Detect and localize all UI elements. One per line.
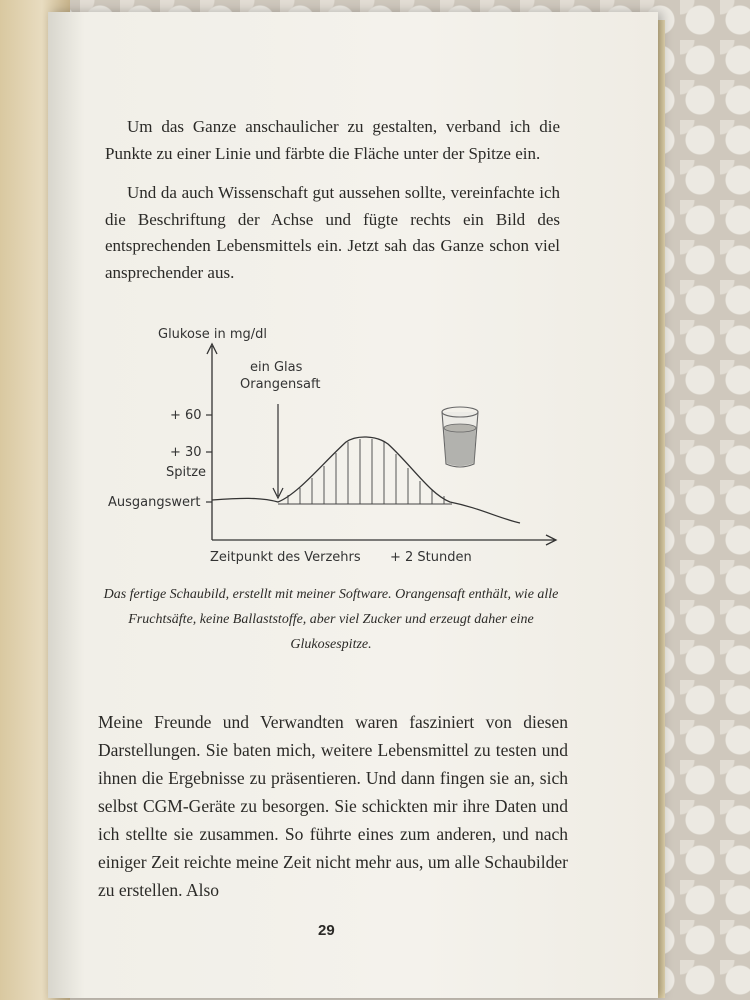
paragraph-2: Und da auch Wissenschaft gut aussehen sollte, vereinfachte ich die Beschriftung der Achse und fügte rechts ein Bild des entsprechenden Lebensmittels ein. Jetzt sah das Ganze schon viel ansprechender aus. [105, 183, 560, 282]
glucose-figure [100, 318, 570, 585]
y-axis-label: Glukose in mg/dl [158, 327, 267, 342]
annotation-line-1: ein Glas [250, 360, 303, 375]
label-baseline: Ausgangswert [108, 495, 201, 510]
annotation-line-2: Orangensaft [240, 377, 321, 392]
glucose-sketch [100, 318, 570, 580]
paragraph-1: Um das Ganze anschaulicher zu gestalten, verband ich die Punkte zu einer Linie und färbte die Fläche unter der Spitze ein. [105, 117, 560, 163]
label-plus-60: + 60 [170, 408, 202, 423]
label-two-hours: + 2 Stunden [390, 550, 472, 565]
label-spike: Spitze [166, 465, 207, 480]
orange-juice-glass-icon [442, 407, 478, 467]
label-time-intake: Zeitpunkt des Verzehrs [210, 550, 361, 565]
paragraph-3: Meine Freunde und Verwandten waren fasziniert von diesen Darstellungen. Sie baten mich, weitere Lebensmittel zu testen und ihnen die Ergebnisse zu präsentieren. Und dann fingen sie an, sich selbst CGM-Geräte zu besorgen. Sie schickten mir ihre Daten und ich stellte sie zusammen. So führte eines zum anderen, und nach einiger Zeit reichte meine Zeit nicht mehr aus, um alle Schaubilder zu erstellen. Also [98, 712, 568, 900]
page-number: 29 [318, 922, 335, 939]
label-plus-30: + 30 [170, 445, 202, 460]
spike-hatching [288, 439, 444, 504]
figure-caption: Das fertige Schaubild, erstellt mit meiner Software. Orangensaft enthält, wie alle Fruchtsäfte, keine Ballaststoffe, aber viel Zucker und erzeugt daher eine Glukosespitze. [103, 587, 559, 652]
